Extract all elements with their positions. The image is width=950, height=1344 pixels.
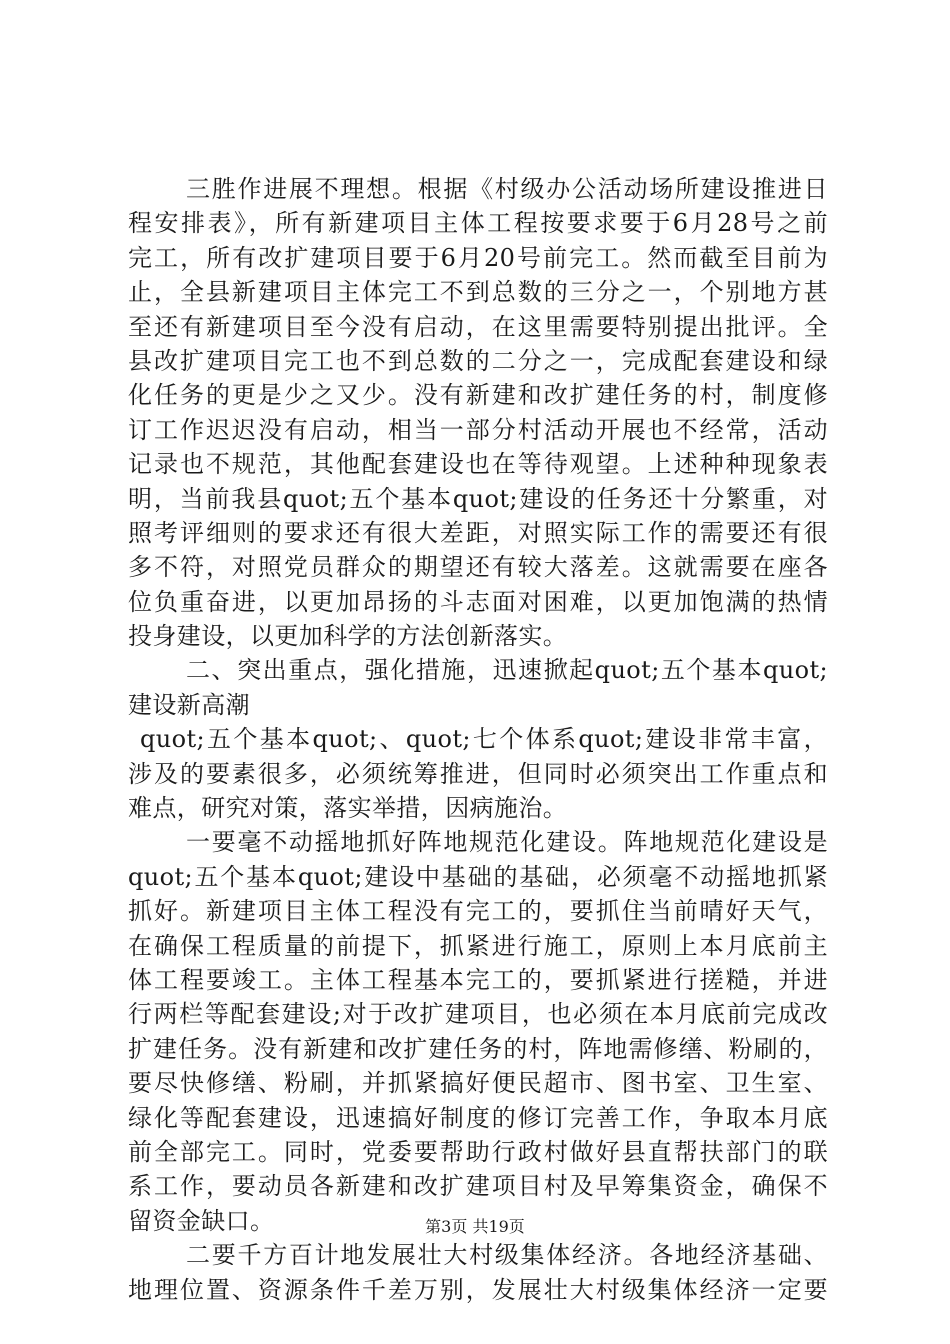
text-line: 前全部完工。同时，党委要帮助行政村做好县直帮扶部门的联: [128, 1137, 828, 1166]
text-line: 在确保工程质量的前提下，抓紧进行施工，原则上本月底前主: [128, 931, 828, 960]
text-line: quot;五个基本quot;建设中基础的基础，必须毫不动摇地抓紧: [128, 862, 828, 891]
text-line: 三胜作进展不理想。根据《村级办公活动场所建设推进日: [186, 175, 828, 203]
document-body: [128, 172, 828, 1307]
text-line: 位负重奋进，以更加昂扬的斗志面对困难，以更加饱满的热情: [128, 587, 828, 616]
text-line: 止，全县新建项目主体完工不到总数的三分之一，个别地方甚: [128, 278, 828, 307]
text-line: 抓好。新建项目主体工程没有完工的，要抓住当前晴好天气，: [128, 897, 828, 926]
text-line: 体工程要竣工。主体工程基本完工的，要抓紧进行搓糙，并进: [128, 965, 828, 994]
text-line: 完工，所有改扩建项目要于6月20号前完工。然而截至目前为: [128, 243, 828, 272]
text-line: 地理位置、资源条件千差万别，发展壮大村级集体经济一定要: [128, 1275, 828, 1304]
text-line: 一要毫不动摇地抓好阵地规范化建设。阵地规范化建设是: [186, 828, 828, 857]
text-line: 订工作迟迟没有启动，相当一部分村活动开展也不经常，活动: [128, 415, 828, 444]
text-line: 至还有新建项目至今没有启动，在这里需要特别提出批评。全: [128, 312, 828, 341]
text-line: 要尽快修缮、粉刷，并抓紧搞好便民超市、图书室、卫生室、: [128, 1069, 828, 1098]
text-line: 涉及的要素很多，必须统筹推进，但同时必须突出工作重点和: [128, 759, 828, 788]
text-line: 照考评细则的要求还有很大差距，对照实际工作的需要还有很: [128, 518, 828, 547]
text-line: 系工作，要动员各新建和改扩建项目村及早筹集资金，确保不: [128, 1172, 828, 1201]
text-line: 记录也不规范，其他配套建设也在等待观望。上述种种现象表: [128, 450, 828, 479]
text-line: 绿化等配套建设，迅速搞好制度的修订完善工作，争取本月底: [128, 1103, 828, 1132]
text-line: 县改扩建项目完工也不到总数的二分之一，完成配套建设和绿: [128, 346, 828, 375]
text-line: 化任务的更是少之又少。没有新建和改扩建任务的村，制度修: [128, 381, 828, 410]
text-line: 留资金缺口。: [128, 1206, 275, 1235]
page-footer: 第3页 共19页: [425, 1217, 525, 1236]
text-line: 建设新高潮: [128, 690, 250, 719]
text-line: 二、突出重点，强化措施，迅速掀起quot;五个基本quot;: [186, 656, 828, 685]
text-line: 投身建设，以更加科学的方法创新落实。: [128, 622, 568, 651]
text-line: 扩建任务。没有新建和改扩建任务的村，阵地需修缮、粉刷的，: [128, 1034, 828, 1063]
text-line: 二要千方百计地发展壮大村级集体经济。各地经济基础、: [186, 1241, 828, 1270]
text-line: 多不符，对照党员群众的期望还有较大落差。这就需要在座各: [128, 553, 828, 582]
text-line: 行两栏等配套建设;对于改扩建项目，也必须在本月底前完成改: [128, 1000, 828, 1029]
text-line: 难点，研究对策，落实举措，因病施治。: [128, 794, 568, 823]
text-line: 明，当前我县quot;五个基本quot;建设的任务还十分繁重，对: [128, 484, 828, 513]
text-line: quot;五个基本quot;、quot;七个体系quot;建设非常丰富，: [140, 725, 828, 754]
text-line: 程安排表》，所有新建项目主体工程按要求要于6月28号之前: [128, 209, 828, 238]
